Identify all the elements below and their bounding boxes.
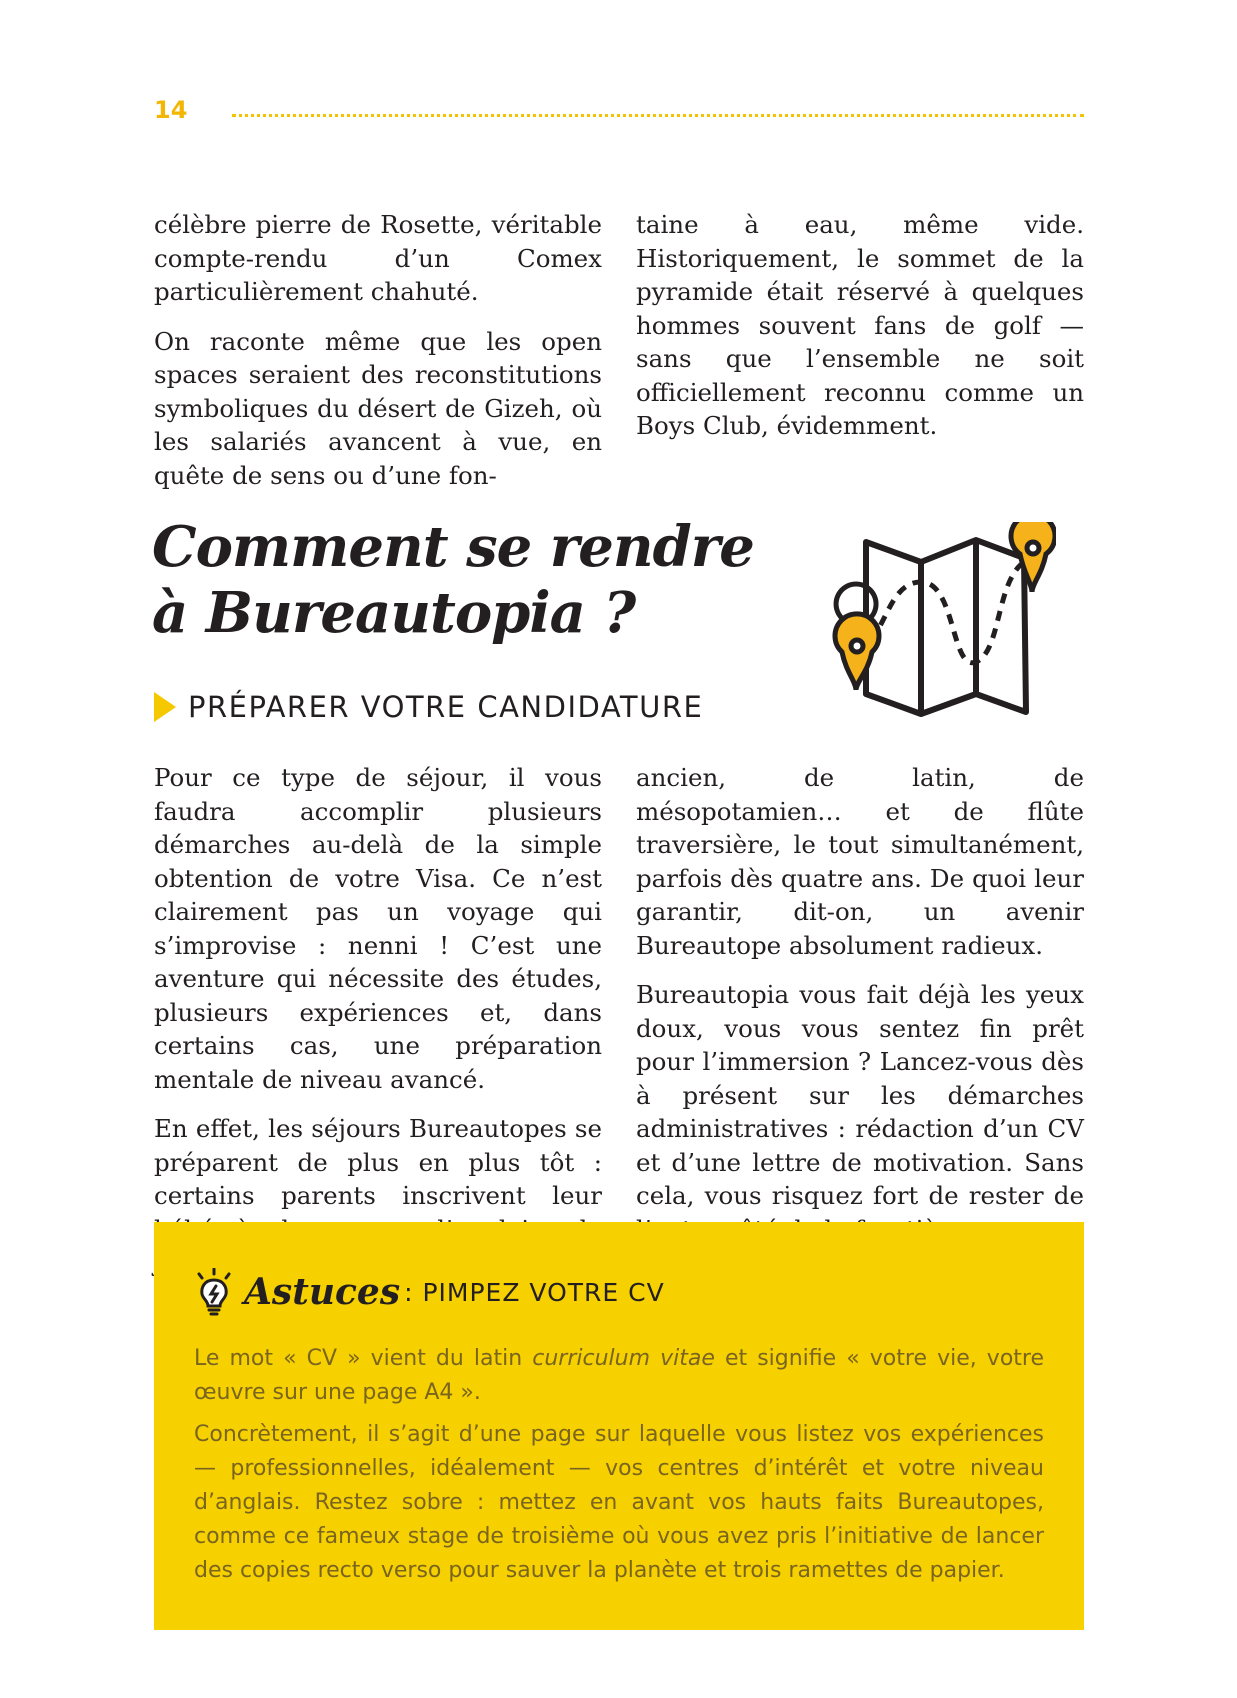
paragraph: On raconte même que les open spaces seraient des reconstitutions symboliques du désert de Gizeh, où les salariés avancent à vue, en quête de sens ou d’une fon- [154,326,602,490]
section-title-line: à Bureautopia ? [152,580,636,646]
tip-title: : PIMPEZ VOTRE CV [404,1277,665,1307]
intro-column-right [636,208,1084,459]
body-column-right [636,761,1084,1262]
paragraph: taine à eau, même vide. Historiquement, le sommet de la pyramide était réservé à quelques hommes souvent fans de golf — sans que l’ensemble ne soit officiellement reconnu comme un Boys Club, évidemment. [636,210,1084,440]
tip-paragraph [194,1342,1044,1410]
tip-text-italic: curriculum vitae [532,1346,715,1371]
map-with-pins-icon [826,522,1056,722]
intro-column-left [154,208,602,508]
section-title [152,514,754,646]
subtitle-text: PRÉPARER VOTRE CANDIDATURE [188,690,704,724]
tip-body [194,1342,1044,1596]
lightbulb-icon [194,1268,234,1316]
page-number: 14 [154,96,188,124]
tip-box [154,1222,1084,1630]
body-column-left [154,761,602,1296]
tip-header [194,1268,665,1316]
section-title-line: Comment se rendre [152,514,754,580]
paragraph: célèbre pierre de Rosette, véritable compte-rendu d’un Comex particulièrement chahuté. [154,210,602,306]
section-subtitle [154,690,703,724]
tip-label: Astuces [244,1271,401,1313]
header-dotted-rule [232,114,1084,117]
tip-text: Le mot « CV » vient du latin [194,1346,533,1371]
paragraph: Bureautopia vous fait déjà les yeux doux, vous vous sentez fin prêt pour l’immersion ? Lancez-vous dès à présent sur les démarches administratives : rédaction d’un CV et d’une lettre de motivation. Sans cela, vous risquez fort de rester de [636,980,1084,1210]
paragraph: Pour ce type de séjour, il vous faudra accomplir plusieurs démarches au-delà de la simple obtention de votre Visa. Ce n’est clairement pas un voyage qui s’improvise : nenni ! C’est une aventure qui nécessite des études, plusieurs expériences et, dans certains cas, une préparation mentale de niveau avancé. [154,763,602,1094]
paragraph: En effet, les séjours Bureautopes se préparent de plus en plus tôt : certains parents inscrivent leur [154,1114,602,1210]
tip-paragraph: Concrètement, il s’agit d’une page sur laquelle vous listez vos expériences — professionnelles, idéalement — vos centres d’intérêt et votre niveau d’anglais. Restez sobre : mettez en avant vos hauts faits Bureautopes, comme ce fameux stage de troisième où vous avez pris l’initiative de lancer des copies recto verso pour sauver la planète et trois ramettes de papier. [194,1422,1044,1583]
tip-text: et signifie « votre vie, votre œuvre sur une page A4 ». [194,1346,1044,1405]
triangle-bullet-icon [154,692,176,722]
paragraph: ancien, de latin, de mésopotamien… et de flûte traversière, le tout simultanément, parfois dès quatre ans. De quoi leur garantir, dit-on, un avenir Bureautope absolument radieux. [636,763,1084,960]
